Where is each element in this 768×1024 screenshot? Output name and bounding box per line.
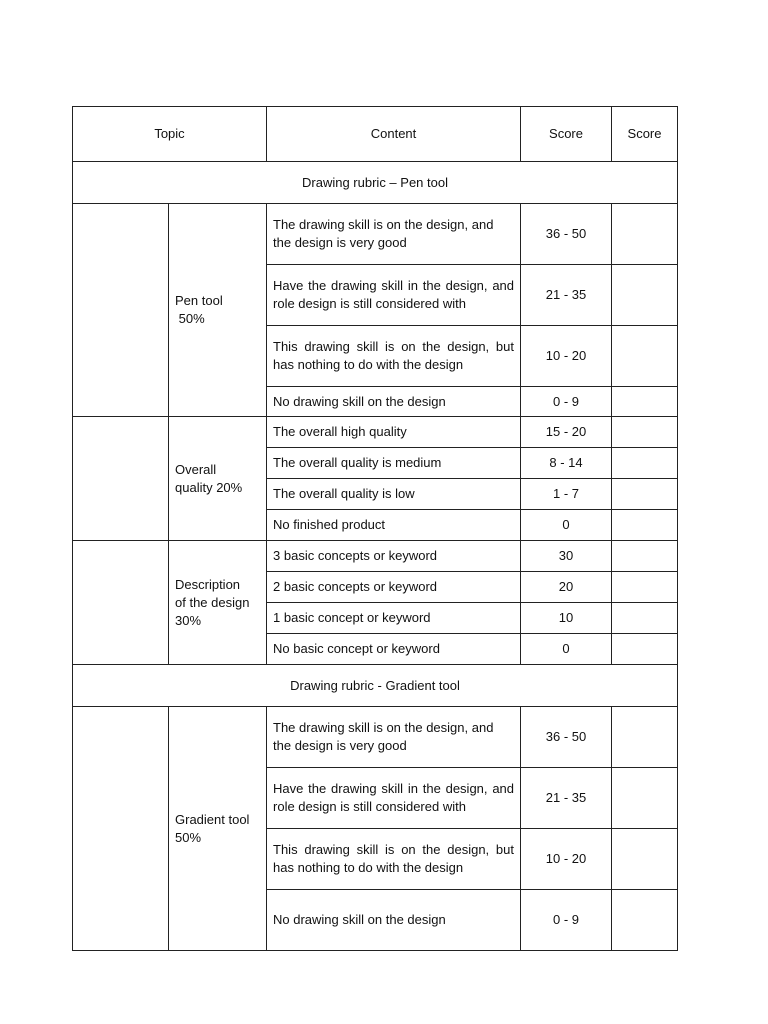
- score-range: 20: [521, 572, 612, 603]
- content-cell: This drawing skill is on the design, but has nothing to do with the design: [267, 326, 521, 387]
- header-topic: Topic: [73, 107, 267, 162]
- score-range: 36 - 50: [521, 707, 612, 768]
- criterion-description: [169, 541, 267, 665]
- table-row: [73, 417, 678, 448]
- content-cell: No basic concept or keyword: [267, 634, 521, 665]
- score-range: 10 - 20: [521, 326, 612, 387]
- criterion-weight: 30%: [175, 612, 202, 628]
- content-cell: 1 basic concept or keyword: [267, 603, 521, 634]
- content-cell: This drawing skill is on the design, but has nothing to do with the design: [267, 829, 521, 890]
- content-cell: 2 basic concepts or keyword: [267, 572, 521, 603]
- score-range: 0: [521, 634, 612, 665]
- score-entry-cell: [612, 479, 678, 510]
- content-cell: The overall high quality: [267, 417, 521, 448]
- content-cell: The overall quality is low: [267, 479, 521, 510]
- score-range: 0 - 9: [521, 387, 612, 417]
- criterion-label: Description: [175, 576, 241, 592]
- content-cell: Have the drawing skill in the design, and role design is still considered with: [267, 768, 521, 829]
- section-title-row: [73, 665, 678, 707]
- score-entry-cell: [612, 572, 678, 603]
- content-cell: The drawing skill is on the design, and the design is very good: [267, 707, 521, 768]
- empty-cell: [73, 541, 169, 665]
- content-cell: The drawing skill is on the design, and the design is very good: [267, 204, 521, 265]
- section-title-pen-tool: Drawing rubric – Pen tool: [73, 162, 678, 204]
- empty-cell: [73, 707, 169, 951]
- section-title-row: [73, 162, 678, 204]
- header-row: [73, 107, 678, 162]
- criterion-weight: 50%: [175, 311, 205, 326]
- section-title-gradient-tool: Drawing rubric - Gradient tool: [73, 665, 678, 707]
- score-entry-cell: [612, 265, 678, 326]
- score-range: 1 - 7: [521, 479, 612, 510]
- score-entry-cell: [612, 603, 678, 634]
- score-range: 15 - 20: [521, 417, 612, 448]
- empty-cell: [73, 204, 169, 417]
- table-row: [73, 541, 678, 572]
- score-range: 0 - 9: [521, 890, 612, 951]
- score-entry-cell: [612, 829, 678, 890]
- criterion-gradient-tool: [169, 707, 267, 951]
- table-row: [73, 204, 678, 265]
- score-entry-cell: [612, 890, 678, 951]
- criterion-overall-quality: [169, 417, 267, 541]
- content-cell: The overall quality is medium: [267, 448, 521, 479]
- score-entry-cell: [612, 541, 678, 572]
- score-entry-cell: [612, 387, 678, 417]
- rubric-table: [72, 106, 678, 951]
- score-range: 10: [521, 603, 612, 634]
- content-cell: Have the drawing skill in the design, and role design is still considered with: [267, 265, 521, 326]
- criterion-weight: 50%: [175, 829, 202, 845]
- content-cell: No drawing skill on the design: [267, 890, 521, 951]
- header-score: Score: [521, 107, 612, 162]
- header-score-2: Score: [612, 107, 678, 162]
- criterion-label: Pen tool: [175, 293, 223, 308]
- criterion-label: Overall: [175, 461, 217, 477]
- score-entry-cell: [612, 204, 678, 265]
- content-cell: No drawing skill on the design: [267, 387, 521, 417]
- score-entry-cell: [612, 634, 678, 665]
- table-row: [73, 707, 678, 768]
- criterion-weight: quality 20%: [175, 479, 243, 495]
- criterion-pen-tool: [169, 204, 267, 417]
- criterion-label-cont: of the design: [175, 594, 250, 610]
- score-entry-cell: [612, 707, 678, 768]
- score-range: 10 - 20: [521, 829, 612, 890]
- score-entry-cell: [612, 417, 678, 448]
- score-range: 30: [521, 541, 612, 572]
- content-cell: 3 basic concepts or keyword: [267, 541, 521, 572]
- criterion-label: Gradient tool: [175, 811, 250, 827]
- score-entry-cell: [612, 768, 678, 829]
- header-content: Content: [267, 107, 521, 162]
- content-cell: No finished product: [267, 510, 521, 541]
- score-entry-cell: [612, 326, 678, 387]
- score-range: 21 - 35: [521, 768, 612, 829]
- score-range: 8 - 14: [521, 448, 612, 479]
- score-range: 36 - 50: [521, 204, 612, 265]
- score-entry-cell: [612, 510, 678, 541]
- empty-cell: [73, 417, 169, 541]
- score-range: 0: [521, 510, 612, 541]
- score-range: 21 - 35: [521, 265, 612, 326]
- score-entry-cell: [612, 448, 678, 479]
